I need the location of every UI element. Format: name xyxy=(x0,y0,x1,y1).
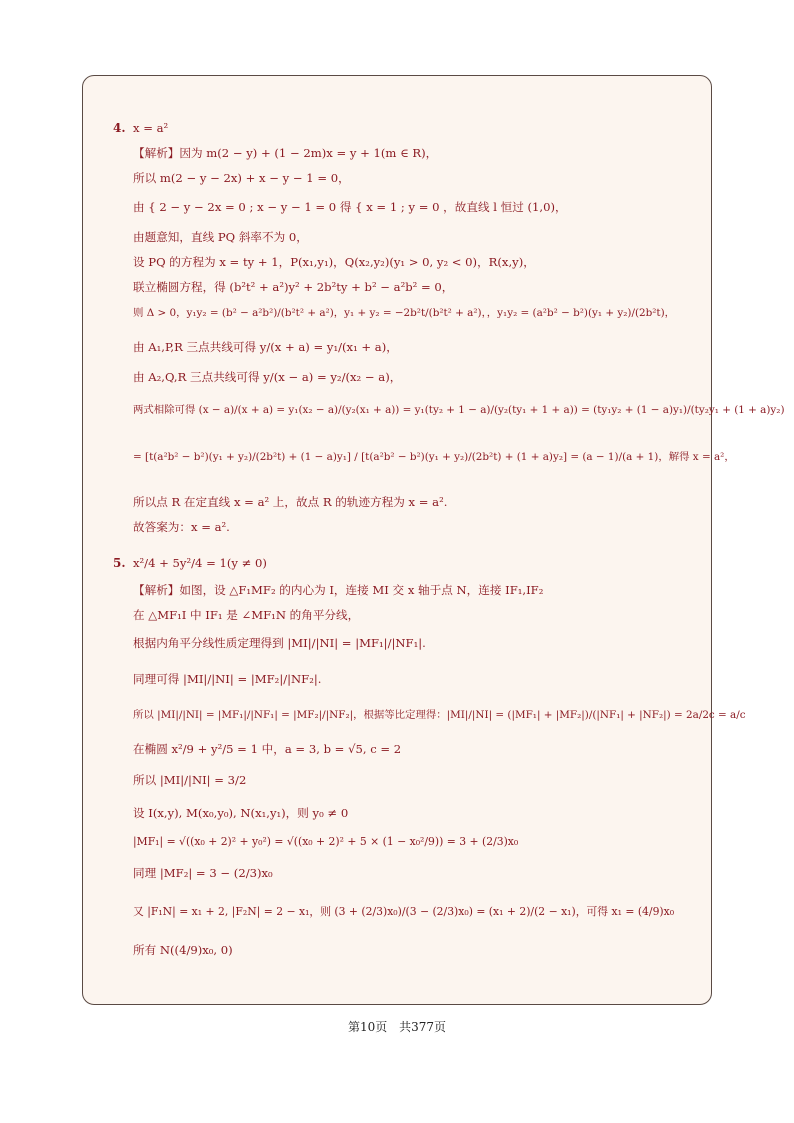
problem-5-line: 又 |F₁N| = x₁ + 2, |F₂N| = 2 − x₁，则 (3 + (2/3)x₀)/(3 − (2/3)x₀) = (x₁ + 2)/(2 − x₁)，可得 x₁ = (4/9)x₀ xyxy=(133,905,675,918)
problem-5-answer: x²/4 + 5y²/4 = 1(y ≠ 0) xyxy=(133,556,267,570)
problem-4-line: 由 A₂,Q,R 三点共线可得 y/(x − a) = y₂/(x₂ − a)， xyxy=(133,370,402,384)
problem-5-line: 设 I(x,y), M(x₀,y₀), N(x₁,y₁)，则 y₀ ≠ 0 xyxy=(133,806,349,820)
problem-4-line: 由题意知，直线 PQ 斜率不为 0， xyxy=(133,230,308,244)
page-number: 第10页 xyxy=(347,1020,388,1034)
problem-4-answer: x = a² xyxy=(133,121,169,135)
problem-5-line: 根据内角平分线性质定理得到 |MI|/|NI| = |MF₁|/|NF₁|. xyxy=(133,636,426,650)
problem-4-line: 则 Δ > 0，y₁y₂ = (b² − a²b²)/(b²t² + a²)，y₁ + y₂ = −2b²t/(b²t² + a²)，，y₁y₂ = (a²b² − b²)(y₁ + y₂)/(2b²t)， xyxy=(133,307,676,319)
problem-4-number: 4. xyxy=(113,121,126,135)
problem-5-line: 【解析】如图，设 △F₁MF₂ 的内心为 I，连接 MI 交 x 轴于点 N，连接 IF₁,IF₂ xyxy=(133,583,544,597)
problem-5-line: 所以 |MI|/|NI| = 3/2 xyxy=(133,773,247,787)
problem-4-line: 由 { 2 − y − 2x = 0 ; x − y − 1 = 0 得 { x = 1 ; y = 0 ，故直线 l 恒过 (1,0)， xyxy=(133,200,567,214)
problem-5-number: 5. xyxy=(113,556,126,570)
page-footer xyxy=(0,1018,794,1035)
problem-4-line: = [t(a²b² − b²)(y₁ + y₂)/(2b²t) + (1 − a)y₁] / [t(a²b² − b²)(y₁ + y₂)/(2b²t) + (1 + a)y₂] = (a − 1)/(a + 1)，解得 x = a²， xyxy=(133,451,735,463)
problem-5-line: 在 △MF₁I 中 IF₁ 是 ∠MF₁N 的角平分线， xyxy=(133,608,360,622)
page-total: 共377页 xyxy=(399,1020,446,1034)
problem-4-line: 【解析】因为 m(2 − y) + (1 − 2m)x = y + 1(m ∈ R)， xyxy=(133,146,438,160)
problem-4-line: 所以点 R 在定直线 x = a² 上，故点 R 的轨迹方程为 x = a². xyxy=(133,495,448,509)
problem-5-line: |MF₁| = √((x₀ + 2)² + y₀²) = √((x₀ + 2)² + 5 × (1 − x₀²/9)) = 3 + (2/3)x₀ xyxy=(133,835,519,848)
problem-4-line: 联立椭圆方程，得 (b²t² + a²)y² + 2b²ty + b² − a²b² = 0， xyxy=(133,280,454,294)
problem-5-line: 同理可得 |MI|/|NI| = |MF₂|/|NF₂|. xyxy=(133,672,322,686)
problem-4-line: 设 PQ 的方程为 x = ty + 1，P(x₁,y₁)，Q(x₂,y₂)(y₁ > 0, y₂ < 0)，R(x,y)， xyxy=(133,255,535,269)
problem-5-line: 所有 N((4/9)x₀, 0) xyxy=(133,943,233,957)
problem-5-line: 所以 |MI|/|NI| = |MF₁|/|NF₁| = |MF₂|/|NF₂|，根据等比定理得：|MI|/|NI| = (|MF₁| + |MF₂|)/(|NF₁| + |NF₂|) = 2a/2c = a/c xyxy=(133,709,746,721)
problem-5-line: 同理 |MF₂| = 3 − (2/3)x₀ xyxy=(133,866,273,880)
problem-4-line: 由 A₁,P,R 三点共线可得 y/(x + a) = y₁/(x₁ + a)， xyxy=(133,340,398,354)
problem-4-line: 故答案为：x = a². xyxy=(133,520,230,534)
problem-4-line: 两式相除可得 (x − a)/(x + a) = y₁(x₂ − a)/(y₂(x₁ + a)) = y₁(ty₂ + 1 − a)/(y₂(ty₁ + 1 + a)) = (ty₁y₂ + (1 − a)y₁)/(ty₂y₁ + (1 + a)y₂) xyxy=(133,404,785,416)
problem-5-line: 在椭圆 x²/9 + y²/5 = 1 中，a = 3, b = √5, c = 2 xyxy=(133,742,402,756)
problem-4-line: 所以 m(2 − y − 2x) + x − y − 1 = 0， xyxy=(133,171,350,185)
